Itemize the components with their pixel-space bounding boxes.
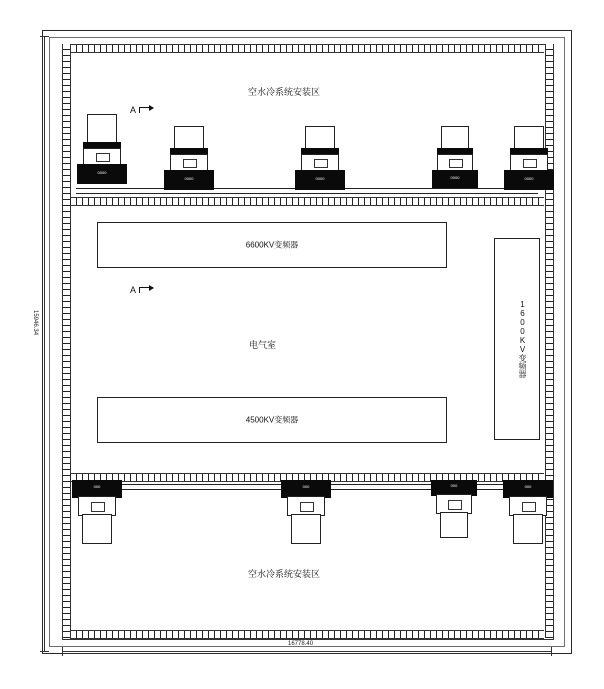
unit-label: 000 [450, 483, 458, 488]
cooling-unit-bottom-4[interactable] [504, 480, 552, 556]
unit-stack [87, 114, 117, 144]
section-mark-a-mid [130, 285, 136, 295]
cooling-unit-bottom-3[interactable] [432, 480, 476, 550]
zone-caption-center: 电气室 [249, 340, 277, 350]
unit-stack [82, 514, 112, 544]
dimension-tick-left [62, 647, 63, 656]
cooling-unit-bottom-1[interactable] [73, 480, 121, 556]
unit-label: 0000 [450, 175, 460, 180]
section-mark-a-top-label: A [130, 105, 137, 115]
unit-body-window [96, 153, 110, 162]
unit-label: 0000 [524, 176, 534, 181]
unit-label: 000 [93, 484, 101, 489]
dimension-overall-height: 15946.34 [32, 310, 38, 336]
transformer-4500-label: 4500KV变频器 [245, 415, 299, 425]
cooling-unit-top-1[interactable] [78, 114, 126, 194]
wall-band-upper-divider [70, 197, 544, 206]
cooling-unit-top-3[interactable] [296, 126, 344, 198]
section-mark-a-top [130, 105, 136, 115]
unit-body-window [300, 502, 314, 512]
section-arrow-mid [139, 287, 153, 288]
unit-label: 0000 [184, 176, 194, 181]
unit-body-window [448, 500, 462, 510]
cooling-unit-top-5[interactable] [505, 126, 553, 198]
transformer-6600[interactable] [97, 222, 447, 268]
zone-caption-top: 空水冷系统安装区 [248, 87, 321, 97]
unit-stack [440, 512, 468, 538]
dimension-overall-width: 16778.40 [288, 641, 314, 647]
wall-band-top [70, 44, 544, 53]
unit-label: 0000 [97, 170, 107, 175]
dimension-tick-right [551, 647, 552, 656]
section-arrow-top [139, 107, 153, 108]
dimension-tick-top [40, 36, 49, 37]
unit-label: 000 [302, 484, 310, 489]
unit-body-window [523, 159, 537, 168]
unit-stack [174, 126, 204, 150]
wall-band-left [62, 44, 71, 638]
unit-body [436, 494, 472, 514]
transformer-1600-label: 1600KV变频器 [518, 300, 527, 378]
unit-stack [305, 126, 335, 150]
cooling-unit-top-4[interactable] [433, 126, 477, 198]
transformer-6600-label: 6600KV变频器 [245, 240, 299, 250]
section-mark-a-mid-label: A [130, 285, 137, 295]
unit-body-window [449, 159, 463, 168]
unit-body-window [91, 502, 105, 512]
unit-body-window [314, 159, 328, 168]
cooling-unit-bottom-2[interactable] [282, 480, 330, 556]
unit-stack [441, 126, 469, 150]
unit-body-window [522, 502, 536, 512]
unit-label: 000 [524, 484, 532, 489]
transformer-1600[interactable] [494, 238, 540, 440]
dimension-line-horizontal [62, 651, 552, 652]
unit-stack [291, 514, 321, 544]
dimension-line-vertical [44, 36, 45, 652]
dimension-tick-bottom [40, 651, 49, 652]
unit-body [78, 496, 116, 516]
unit-body-window [183, 159, 197, 168]
unit-body [509, 496, 547, 516]
unit-body [287, 496, 325, 516]
zone-caption-bottom: 空水冷系统安装区 [248, 569, 321, 579]
unit-stack [514, 126, 544, 150]
cooling-unit-top-2[interactable] [165, 126, 213, 198]
wall-band-bottom [70, 630, 544, 639]
unit-stack [513, 514, 543, 544]
transformer-4500[interactable] [97, 397, 447, 443]
unit-label: 0000 [315, 176, 325, 181]
